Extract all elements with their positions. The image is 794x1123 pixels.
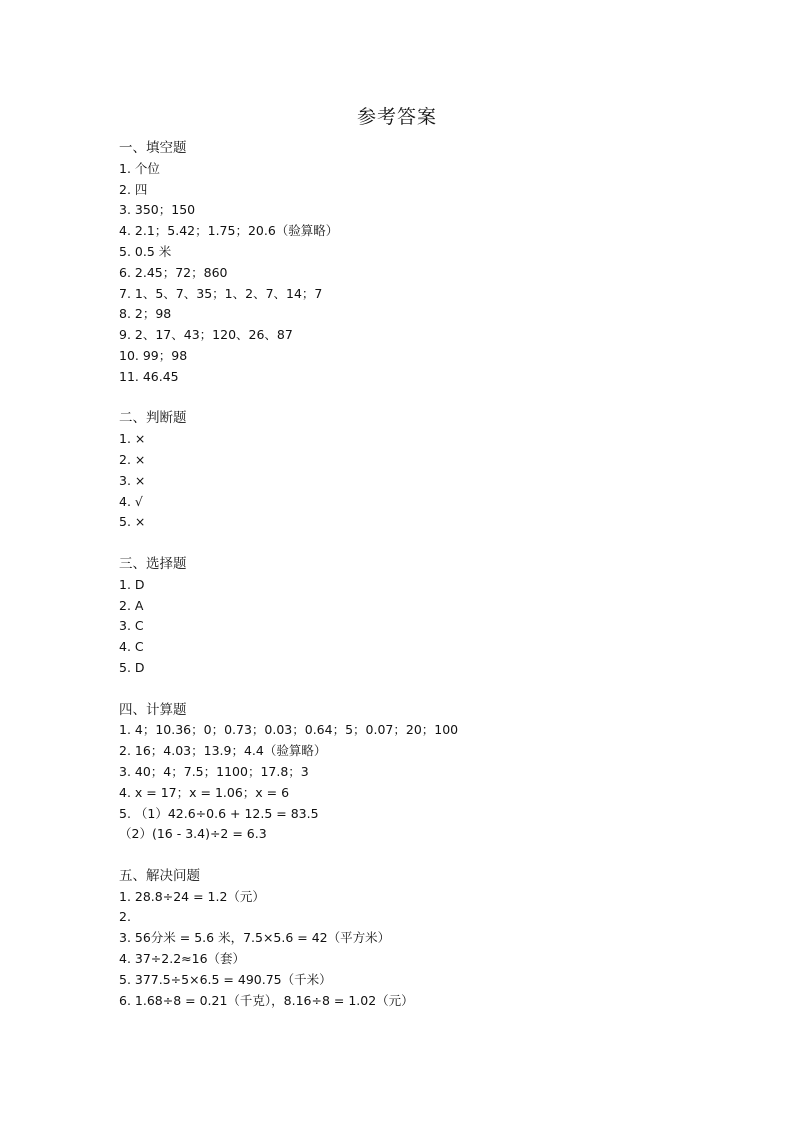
section-heading-true-false: 二、判断题 [119, 410, 187, 427]
section-heading-fill-in-blanks: 一、填空题 [119, 140, 187, 156]
answer-line: 5. × [119, 514, 146, 530]
answer-line: 11. 46.45 [119, 368, 179, 384]
answer-line: 6. 1.68÷8 = 0.21（千克），8.16÷8 = 1.02（元） [119, 992, 414, 1008]
answer-line: 2. A [119, 597, 144, 613]
answer-line: 6. 2.45；72；860 [119, 264, 228, 280]
answer-line: 2. 四 [119, 181, 148, 197]
answer-line: 5. 377.5÷5×6.5 = 490.75（千米） [119, 971, 332, 987]
section-spacer [119, 845, 719, 866]
answer-line: 5. D [119, 659, 145, 675]
answer-line: 4. 37÷2.2≈16（套） [119, 951, 246, 967]
answer-line: 3. 350；150 [119, 202, 196, 218]
section-spacer [119, 388, 719, 409]
answer-line: 4. 2.1；5.42；1.75；20.6（验算略） [119, 223, 339, 239]
answer-line: 1. 28.8÷24 = 1.2（元） [119, 888, 265, 904]
answer-line: （2）(16 - 3.4)÷2 = 6.3 [119, 826, 267, 842]
answer-line: 1. 4；10.36；0；0.73；0.03；0.64；5；0.07；20；100 [119, 722, 459, 738]
answer-line: 3. × [119, 472, 146, 488]
section-spacer [119, 679, 719, 700]
answer-line: 4. √ [119, 493, 143, 509]
page-title: 参考答案 [356, 106, 437, 128]
section-heading-multiple-choice: 三、选择题 [119, 555, 187, 572]
answer-line: 10. 99；98 [119, 347, 188, 363]
section-heading-word-problems: 五、解决问题 [119, 867, 200, 884]
answer-line: 9. 2、17、43；120、26、87 [119, 327, 293, 343]
answer-line: 3. 40；4；7.5；1100；17.8；3 [119, 763, 309, 779]
answer-line: 4. x = 17；x = 1.06；x = 6 [119, 784, 290, 800]
answer-line: 2. × [119, 451, 146, 467]
answer-line: 8. 2；98 [119, 306, 172, 322]
answer-line: 1. D [119, 576, 145, 592]
answer-line: 5. 0.5 米 [119, 243, 172, 259]
answer-line: 1. × [119, 431, 146, 447]
answer-line: 7. 1、5、7、35；1、2、7、14；7 [119, 285, 323, 301]
answer-line: 2. 16；4.03；13.9；4.4（验算略） [119, 743, 327, 759]
answer-line: 4. C [119, 639, 144, 655]
answer-line: 3. 56分米 = 5.6 米，7.5×5.6 = 42（平方米） [119, 930, 391, 946]
answer-line: 5. （1）42.6÷0.6 + 12.5 = 83.5 [119, 805, 319, 821]
section-spacer [119, 533, 719, 554]
section-heading-calculation: 四、计算题 [119, 701, 187, 718]
answer-line: 2. [119, 909, 131, 925]
answer-line: 1. 个位 [119, 160, 160, 176]
answer-line: 3. C [119, 618, 144, 634]
answer-content [119, 138, 719, 1011]
